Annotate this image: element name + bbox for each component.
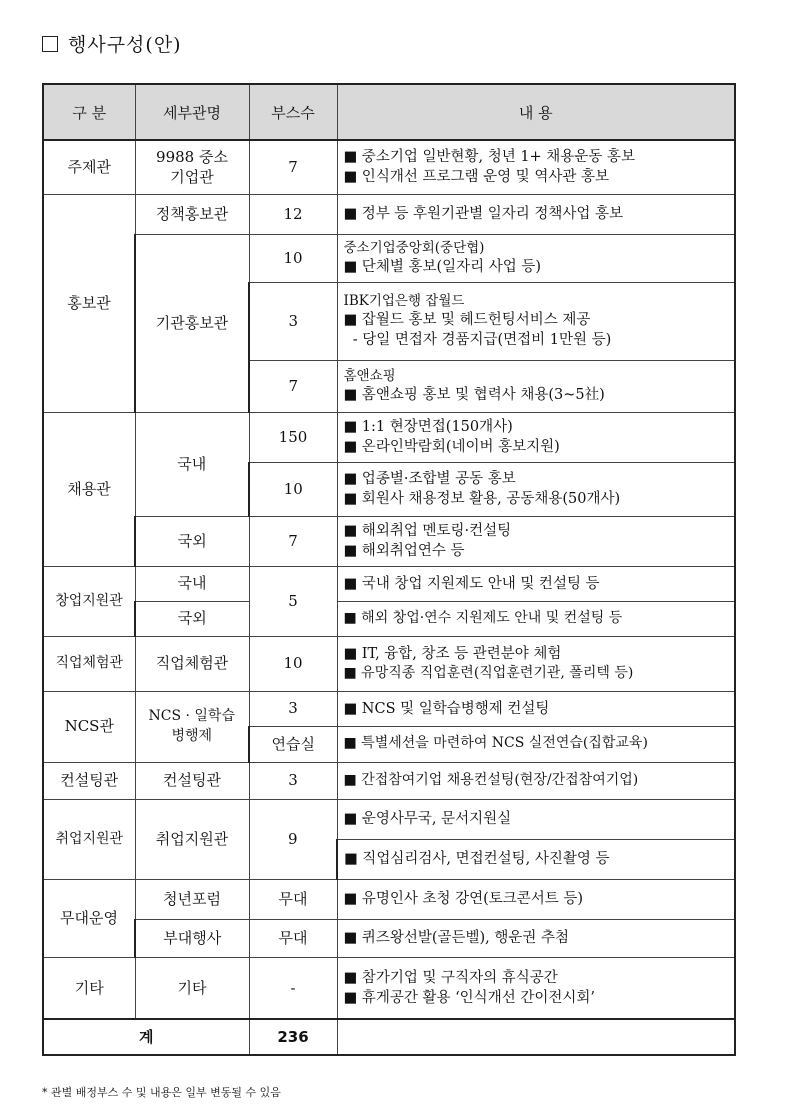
sub-hall-cell: 청년포럼 xyxy=(135,879,249,919)
content-cell xyxy=(337,282,735,360)
booth-cell: 5 xyxy=(249,566,337,636)
sub-hall-cell: 국외 xyxy=(135,516,249,566)
content-line: ■ 업종별·조합별 공동 홍보 xyxy=(343,471,516,487)
booth-cell: 10 xyxy=(249,636,337,691)
content-line: ■ NCS 및 일학습병행제 컨설팅 xyxy=(343,700,550,717)
content-line: ■ 해외취업연수 등 xyxy=(343,543,465,559)
content-line: ■ 운영사무국, 문서지원실 xyxy=(343,811,512,827)
booth-cell: 연습실 xyxy=(249,726,337,762)
sub-hall-text: 9988 중소기업관 xyxy=(156,148,228,187)
content-cell xyxy=(337,140,735,194)
sub-hall-cell: 정책홍보관 xyxy=(135,194,249,234)
table-row xyxy=(43,194,735,234)
sub-hall-cell: 기타 xyxy=(135,957,249,1019)
table-row xyxy=(43,516,735,566)
content-line: ■ 1:1 현장면접(150개사) xyxy=(343,419,513,435)
content-line: ■ 간접참여기업 채용컨설팅(현장/간접참여기업) xyxy=(343,771,639,788)
table-row xyxy=(43,234,735,282)
table-row xyxy=(43,879,735,919)
content-cell xyxy=(337,919,735,957)
category-cell: 주제관 xyxy=(43,140,135,194)
content-cell xyxy=(337,462,735,516)
header-content: 내 용 xyxy=(337,84,735,140)
content-line: ■ 해외 창업·연수 지원제도 안내 및 컨설팅 등 xyxy=(343,609,623,626)
booth-cell: 3 xyxy=(249,282,337,360)
booth-cell: 7 xyxy=(249,140,337,194)
total-content-empty xyxy=(337,1019,735,1055)
booth-cell: 7 xyxy=(249,360,337,412)
category-cell: 취업지원관 xyxy=(43,799,135,879)
sub-hall-cell: 국내 xyxy=(135,566,249,601)
sub-hall-cell: 국내 xyxy=(135,412,249,516)
category-cell: 채용관 xyxy=(43,412,135,566)
content-line: ■ 회원사 채용정보 활용, 공동채용(50개사) xyxy=(343,491,621,507)
category-cell: 창업지원관 xyxy=(43,566,135,636)
content-cell xyxy=(337,762,735,799)
total-booths: 236 xyxy=(249,1019,337,1055)
category-cell: 무대운영 xyxy=(43,879,135,957)
table-row xyxy=(43,691,735,726)
content-line: ■ 단체별 홍보(일자리 사업 등) xyxy=(343,259,542,276)
content-cell xyxy=(337,691,735,726)
content-line: ■ 휴게공간 활용 ‘인식개선 간이전시회’ xyxy=(343,989,595,1006)
content-line: ■ 퀴즈왕선발(골든벨), 행운권 추첨 xyxy=(343,930,570,946)
content-cell xyxy=(337,412,735,462)
sub-hall-cell: 기관홍보관 xyxy=(135,234,249,412)
sub-hall-cell: 취업지원관 xyxy=(135,799,249,879)
category-cell: NCS관 xyxy=(43,691,135,762)
sub-hall-text: NCS · 일학습병행제 xyxy=(148,707,235,744)
booth-cell: 10 xyxy=(249,462,337,516)
booth-cell: 9 xyxy=(249,799,337,879)
sub-hall-cell: 국외 xyxy=(135,601,249,636)
total-label: 계 xyxy=(43,1019,249,1055)
booth-cell: 12 xyxy=(249,194,337,234)
table-row xyxy=(43,412,735,462)
header-category: 구 분 xyxy=(43,84,135,140)
content-line: ■ 유명인사 초청 강연(토크콘서트 등) xyxy=(343,891,584,907)
content-line: 중소기업중앙회(중단협) xyxy=(343,239,485,256)
section-title-text: 행사구성(안) xyxy=(68,34,182,56)
content-line: ■ 해외취업 멘토링·컨설팅 xyxy=(343,523,512,539)
sub-hall-cell: 직업체험관 xyxy=(135,636,249,691)
booth-cell: 150 xyxy=(249,412,337,462)
content-cell xyxy=(337,957,735,1019)
table-row xyxy=(43,601,735,636)
content-line: 홈앤쇼핑 xyxy=(343,367,396,384)
section-title xyxy=(42,30,182,57)
table-row xyxy=(43,762,735,799)
total-row xyxy=(43,1019,735,1055)
table-row xyxy=(43,566,735,601)
content-cell xyxy=(337,601,735,636)
sub-hall-cell: 부대행사 xyxy=(135,919,249,957)
sub-hall-cell: 컨설팅관 xyxy=(135,762,249,799)
content-cell xyxy=(337,516,735,566)
content-line: IBK기업은행 잡월드 xyxy=(343,292,465,309)
content-line: ■ 국내 창업 지원제도 안내 및 컨설팅 등 xyxy=(343,575,600,592)
table-row xyxy=(43,636,735,691)
table-row xyxy=(43,919,735,957)
content-line: ■ 유망직종 직업훈련(직업훈련기관, 폴리텍 등) xyxy=(343,664,634,681)
checkbox-square-icon xyxy=(42,36,58,52)
category-cell: 기타 xyxy=(43,957,135,1019)
table-row xyxy=(43,799,735,839)
content-cell xyxy=(337,360,735,412)
category-cell: 컨설팅관 xyxy=(43,762,135,799)
table-row xyxy=(43,140,735,194)
table-row xyxy=(43,957,735,1019)
sub-hall-cell xyxy=(135,140,249,194)
booth-cell: 3 xyxy=(249,691,337,726)
content-cell xyxy=(337,194,735,234)
content-cell xyxy=(337,726,735,762)
booth-cell: 3 xyxy=(249,762,337,799)
booth-cell: 무대 xyxy=(249,919,337,957)
booth-cell: 무대 xyxy=(249,879,337,919)
content-cell xyxy=(337,839,735,879)
footnote: * 관별 배정부스 수 및 내용은 일부 변동될 수 있음 xyxy=(42,1086,281,1099)
category-cell: 홍보관 xyxy=(43,194,135,412)
content-line: ■ 특별세션을 마련하여 NCS 실전연습(집합교육) xyxy=(343,735,648,752)
content-cell xyxy=(337,636,735,691)
event-composition-table xyxy=(42,83,736,1056)
content-line: ■ 중소기업 일반현황, 청년 1+ 채용운동 홍보 xyxy=(343,149,635,166)
content-line: ■ 직업심리검사, 면접컨설팅, 사진촬영 등 xyxy=(344,851,610,867)
category-cell: 직업체험관 xyxy=(43,636,135,691)
content-line: ■ 잡월드 홍보 및 헤드헌팅서비스 제공 xyxy=(343,312,591,329)
content-cell xyxy=(337,799,735,839)
booth-cell: - xyxy=(249,957,337,1019)
content-cell xyxy=(337,879,735,919)
header-booth-count: 부스수 xyxy=(249,84,337,140)
booth-cell: 7 xyxy=(249,516,337,566)
content-line: ■ 홈앤쇼핑 홍보 및 협력사 채용(3~5社) xyxy=(343,387,605,404)
content-line: ■ IT, 융합, 창조 등 관련분야 체험 xyxy=(343,645,562,662)
booth-cell: 10 xyxy=(249,234,337,282)
content-line: ■ 정부 등 후원기관별 일자리 정책사업 홍보 xyxy=(343,206,623,222)
content-line: ■ 인식개선 프로그램 운영 및 역사관 홍보 xyxy=(343,169,609,186)
content-line: ■ 온라인박람회(네이버 홍보지원) xyxy=(343,439,560,455)
table-header-row xyxy=(43,84,735,140)
content-line: - 당일 면접자 경품지급(면접비 1만원 등) xyxy=(343,332,612,349)
sub-hall-cell xyxy=(135,691,249,762)
content-line: ■ 참가기업 및 구직자의 휴식공간 xyxy=(343,969,558,986)
header-sub-hall: 세부관명 xyxy=(135,84,249,140)
content-cell xyxy=(337,566,735,601)
content-cell xyxy=(337,234,735,282)
